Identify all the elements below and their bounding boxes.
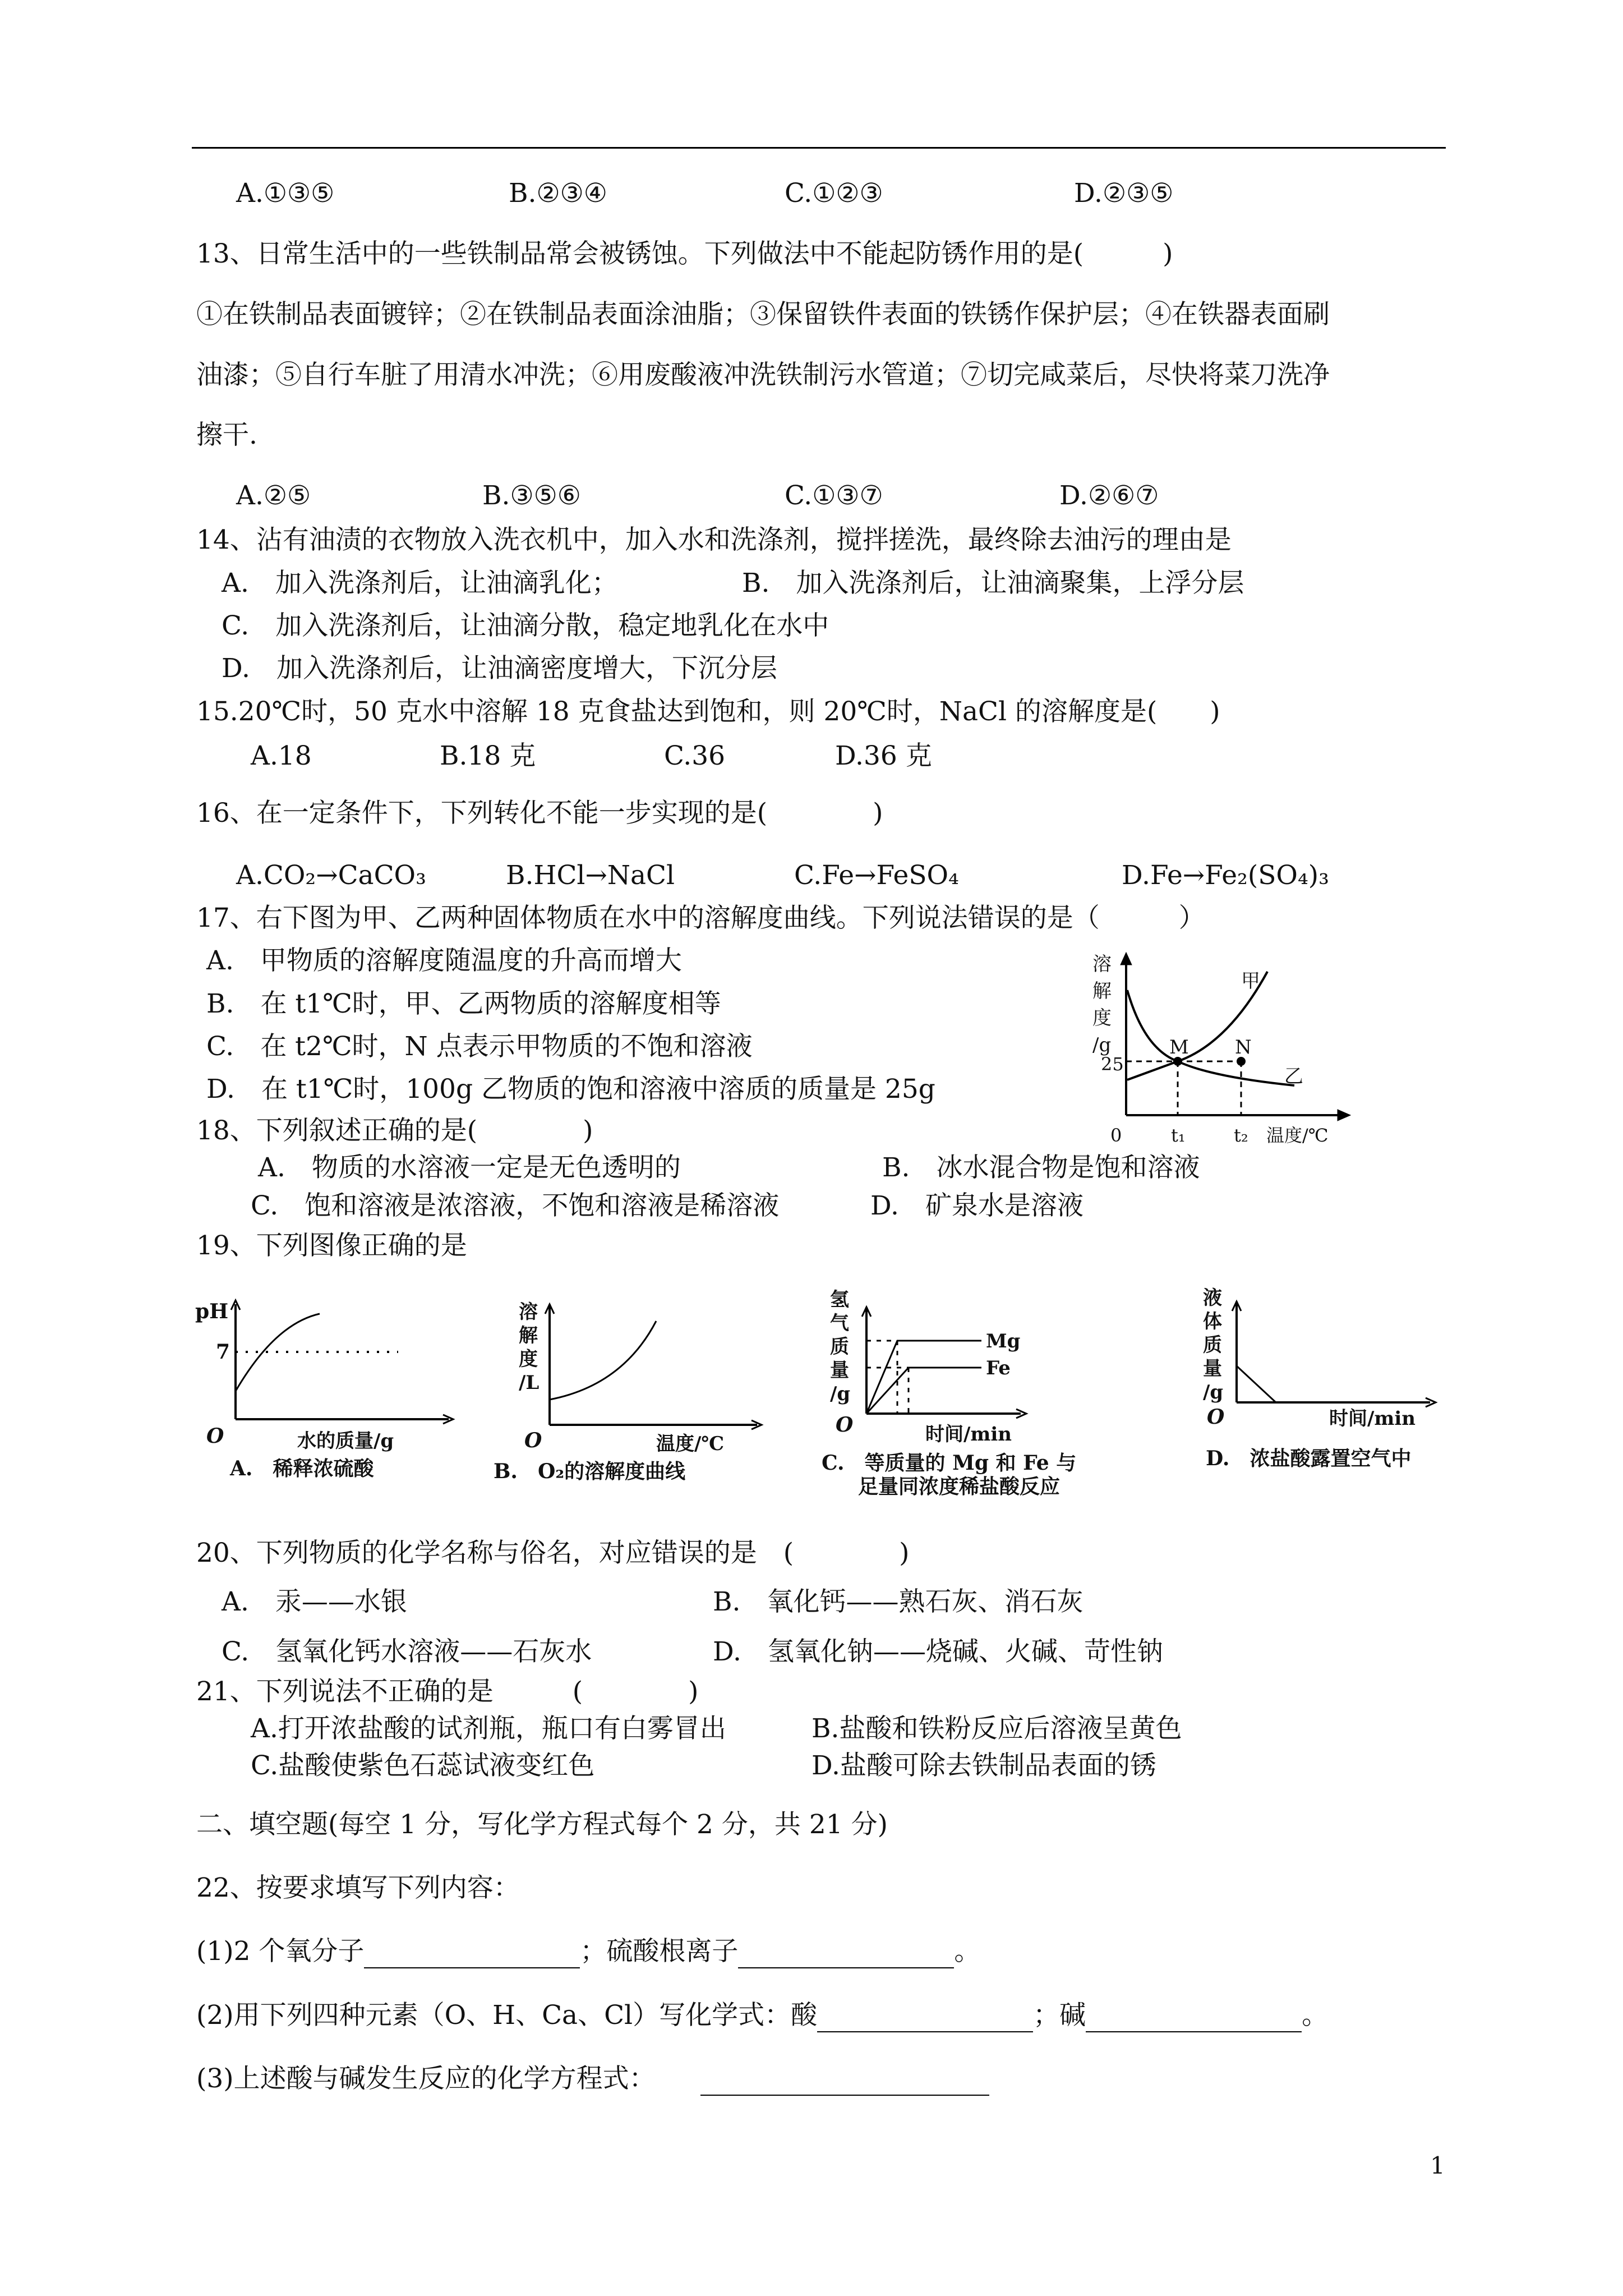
q20-option-d: D. 氢氧化钠——烧碱、火碱、苛性钠 <box>713 1636 1163 1667</box>
answer-blank-acid[interactable] <box>817 2007 1033 2032</box>
y-label: 度 <box>519 1348 538 1370</box>
q15-option-c: C.36 <box>664 740 726 771</box>
y-label: 量 <box>1203 1358 1222 1380</box>
chart-caption: B. O₂的溶解度曲线 <box>494 1460 686 1483</box>
label: (2)用下列四种元素（O、H、Ca、Cl）写化学式：酸 <box>196 2000 818 2031</box>
q17-option-a: A. 甲物质的溶解度随温度的升高而增大 <box>206 945 682 976</box>
q15-option-b: B.18 克 <box>440 740 536 771</box>
y-label: 解 <box>1092 980 1112 1002</box>
q20-option-c: C. 氢氧化钙水溶液——石灰水 <box>222 1636 592 1667</box>
answer-blank-base[interactable] <box>1086 2007 1302 2032</box>
q17-option-c: C. 在 t2℃时，N 点表示甲物质的不饱和溶液 <box>206 1031 753 1062</box>
q18-stem: 18、下列叙述正确的是( ) <box>196 1115 593 1146</box>
x-label: 时间/min <box>925 1423 1012 1446</box>
series-label: Fe <box>986 1357 1011 1379</box>
q13-line: 油漆；⑤自行车脏了用清水冲洗；⑥用废酸液冲洗铁制污水管道；⑦切完咸菜后，尽快将菜刀洗净 <box>196 360 1330 390</box>
q12-option-d: D.②③⑤ <box>1074 178 1174 209</box>
y-label: 溶 <box>1092 953 1112 976</box>
q21-option-c: C.盐酸使紫色石蕊试液变红色 <box>251 1750 595 1781</box>
page-number: 1 <box>1430 2152 1445 2179</box>
series-label: Mg <box>986 1330 1021 1352</box>
q17-option-b: B. 在 t1℃时，甲、乙两物质的溶解度相等 <box>206 988 721 1019</box>
q14-stem: 14、沾有油渍的衣物放入洗衣机中，加入水和洗涤剂，搅拌搓洗，最终除去油污的理由是 <box>196 524 1232 555</box>
y-label: 质 <box>830 1336 849 1358</box>
q18-option-d: D. 矿泉水是溶液 <box>870 1190 1083 1221</box>
y-label: /g <box>1092 1034 1112 1056</box>
y-label: 质 <box>1203 1334 1222 1356</box>
header-rule <box>192 147 1446 149</box>
label: ；硫酸根离子 <box>580 1936 739 1967</box>
series-label: 甲 <box>1241 970 1260 992</box>
q12-option-c: C.①②③ <box>785 178 883 209</box>
label: (1)2 个氧分子 <box>196 1936 365 1967</box>
y-label: 量 <box>830 1359 849 1382</box>
y-label: 气 <box>830 1312 849 1335</box>
q17-stem: 17、右下图为甲、乙两种固体物质在水中的溶解度曲线。下列说法错误的是（ ） <box>196 903 1205 933</box>
q14-option-c: C. 加入洗涤剂后，让油滴分散，稳定地乳化在水中 <box>222 610 829 641</box>
q13-option-d: D.②⑥⑦ <box>1059 480 1159 511</box>
answer-blank-equation[interactable] <box>700 2070 989 2096</box>
o2-solubility-curve <box>550 1321 656 1400</box>
origin-label: O <box>524 1429 542 1452</box>
chart-caption: 足量同浓度稀盐酸反应 <box>858 1475 1061 1498</box>
section-2-heading: 二、填空题(每空 1 分，写化学方程式每个 2 分，共 21 分) <box>196 1809 888 1840</box>
label: ；碱 <box>1033 2000 1086 2031</box>
q14-option-b: B. 加入洗涤剂后，让油滴聚集，上浮分层 <box>742 568 1244 599</box>
y-axis-arrow-icon <box>1121 953 1132 965</box>
q18-option-b: B. 冰水混合物是饱和溶液 <box>882 1152 1200 1183</box>
q16-stem: 16、在一定条件下，下列转化不能一步实现的是( ) <box>196 798 883 829</box>
y-label: 氢 <box>830 1289 849 1311</box>
label: 。 <box>954 1936 981 1967</box>
q20-option-b: B. 氧化钙——熟石灰、消石灰 <box>713 1586 1083 1617</box>
q16-option-d: D.Fe→Fe₂(SO₄)₃ <box>1122 860 1329 891</box>
x-label: 时间/min <box>1329 1407 1416 1430</box>
q12-option-b: B.②③④ <box>509 178 607 209</box>
q21-option-b: B.盐酸和铁粉反应后溶液呈黄色 <box>811 1713 1182 1744</box>
q20-option-a: A. 汞——水银 <box>222 1586 407 1617</box>
q22-line-3 <box>196 2062 989 2096</box>
q13-option-a: A.②⑤ <box>236 480 311 511</box>
q19-chart-b <box>494 1290 774 1503</box>
q19-stem: 19、下列图像正确的是 <box>196 1230 467 1261</box>
chart-caption: D. 浓盐酸露置空气中 <box>1206 1447 1412 1470</box>
x-axis-arrow-icon <box>1338 1110 1350 1121</box>
origin-label: O <box>836 1413 854 1437</box>
q21-option-a: A.打开浓盐酸的试剂瓶，瓶口有白雾冒出 <box>251 1713 726 1744</box>
answer-blank-oxygen-molecules[interactable] <box>364 1943 580 1968</box>
x-label: 温度/℃ <box>656 1433 725 1455</box>
q17-option-d: D. 在 t1℃时，100g 乙物质的饱和溶液中溶质的质量是 25g <box>206 1074 935 1105</box>
q16-option-a: A.CO₂→CaCO₃ <box>236 860 426 891</box>
q15-option-a: A.18 <box>251 740 312 771</box>
q14-option-a: A. 加入洗涤剂后，让油滴乳化； <box>222 568 618 599</box>
y-label: /g <box>830 1383 851 1405</box>
y-label: 度 <box>1092 1007 1112 1029</box>
q18-option-c: C. 饱和溶液是浓溶液，不饱和溶液是稀溶液 <box>251 1190 780 1221</box>
answer-blank-sulfate-ion[interactable] <box>738 1943 954 1968</box>
origin-label: O <box>1207 1405 1225 1429</box>
liquid-mass-line <box>1237 1366 1276 1402</box>
y-label: /L <box>519 1372 540 1394</box>
mg-line <box>866 1341 981 1414</box>
q18-option-a: A. 物质的水溶液一定是无色透明的 <box>258 1152 681 1183</box>
x-tick: 0 <box>1110 1125 1122 1146</box>
y-label: /g <box>1203 1381 1224 1404</box>
y-label: 体 <box>1203 1310 1222 1333</box>
q15-option-d: D.36 克 <box>835 740 932 771</box>
q13-line: ①在铁制品表面镀锌；②在铁制品表面涂油脂；③保留铁件表面的铁锈作保护层；④在铁器表面刷 <box>196 299 1330 330</box>
series-label: 乙 <box>1284 1065 1303 1088</box>
y-tick: 25 <box>1101 1053 1124 1075</box>
origin-label: O <box>206 1424 224 1448</box>
x-label: 温度/℃ <box>1266 1125 1329 1146</box>
q13-option-c: C.①③⑦ <box>785 480 883 511</box>
q14-option-d: D. 加入洗涤剂后，让油滴密度增大，下沉分层 <box>222 653 777 684</box>
point-label: M <box>1169 1036 1189 1059</box>
label: 。 <box>1302 2000 1329 2031</box>
q21-option-d: D.盐酸可除去铁制品表面的锈 <box>811 1750 1156 1781</box>
q16-option-c: C.Fe→FeSO₄ <box>794 860 959 891</box>
q22-line-2 <box>196 1999 1328 2032</box>
y-label: pH <box>195 1300 229 1323</box>
chart-caption: C. 等质量的 Mg 和 Fe 与 <box>822 1451 1077 1475</box>
y-label: 溶 <box>519 1301 538 1323</box>
q19-chart-d <box>1183 1285 1531 1498</box>
point-label: N <box>1235 1036 1252 1059</box>
q16-option-b: B.HCl→NaCl <box>506 860 675 891</box>
q12-option-a: A.①③⑤ <box>236 178 335 209</box>
q17-solubility-chart <box>1082 948 1419 1150</box>
q22-line-1 <box>196 1935 980 1968</box>
q19-chart-a <box>191 1290 471 1503</box>
q13-stem: 13、日常生活中的一些铁制品常会被锈蚀。下列做法中不能起防锈作用的是( ) <box>196 238 1173 269</box>
q22-stem: 22、按要求填写下列内容： <box>196 1872 520 1903</box>
q13-line: 擦干. <box>196 420 257 450</box>
q13-option-b: B.③⑤⑥ <box>482 480 581 511</box>
x-tick: t₂ <box>1234 1125 1248 1146</box>
q20-stem: 20、下列物质的化学名称与俗名，对应错误的是 ( ) <box>196 1538 910 1568</box>
q21-stem: 21、下列说法不正确的是 ( ) <box>196 1676 699 1707</box>
q19-chart-c <box>819 1285 1166 1520</box>
y-tick: 7 <box>216 1340 230 1364</box>
label: (3)上述酸与碱发生反应的化学方程式： <box>196 2063 656 2094</box>
q15-stem: 15.20℃时，50 克水中溶解 18 克食盐达到饱和，则 20℃时，NaCl 的溶解度是( ) <box>196 696 1220 727</box>
y-label: 解 <box>519 1324 538 1347</box>
x-tick: t₁ <box>1171 1125 1186 1146</box>
y-label: 液 <box>1203 1287 1222 1309</box>
chart-caption: A. 稀释浓硫酸 <box>230 1457 374 1480</box>
x-label: 水的质量/g <box>297 1430 394 1452</box>
